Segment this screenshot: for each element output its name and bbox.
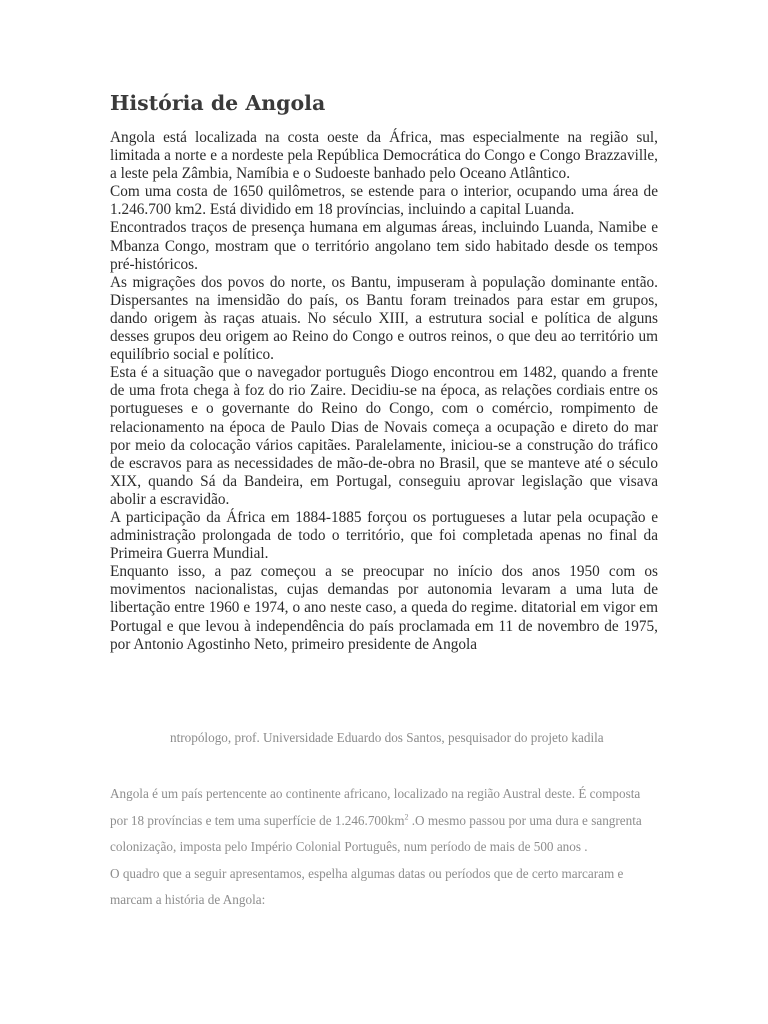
superscript-2: 2 (404, 812, 409, 822)
secondary-text (110, 781, 658, 914)
secondary-paragraph-overview (110, 781, 658, 861)
paragraph-coast: Com uma costa de 1650 quilômetros, se estende para o interior, ocupando uma área de 1.246.700 km2. Está dividido em 18 províncias, incluindo a capital Luanda. (110, 183, 658, 219)
overview-text-before: Angola é um país pertencente ao continente africano, localizado na região Austral deste. É composta por 18 províncias e tem uma superfície de 1.246.700km (110, 786, 641, 828)
paragraph-geography: Angola está localizada na costa oeste da África, mas especialmente na região sul, limitada a norte e a nordeste pela República Democrática do Congo e Congo Brazzaville, a leste pela Zâmbia, Namíbia e o Sudoeste banhado pelo Oceano Atlântico. (110, 129, 658, 183)
secondary-paragraph-table-intro: O quadro que a seguir apresentamos, espelha algumas datas ou períodos que de certo marcaram e marcam a história de Angola: (110, 865, 624, 908)
paragraph-occupation: A participação da África em 1884-1885 forçou os portugueses a lutar pela ocupação e administração prolongada de todo o território, que foi completada apenas no final da Primeira Guerra Mundial. (110, 508, 658, 563)
paragraph-portuguese: Esta é a situação que o navegador português Diogo encontrou em 1482, quando a frente de uma frota chega à foz do rio Zaire. Decidiu-se na época, as relações cordiais entre os portugueses e o governante do Reino do Congo, com o comércio, rompimento de relacionamento na época de Paulo Dias de Novais começa a ocupação e direto do mar por meio da colocação vários capitães. Paralelamente, iniciou-se a construção do tráfico de escravos para as necessidades de mão-de-obra no Brasil, que se manteve até o século XIX, quando Sá da Bandeira, em Portugal, conseguiu aprovar legislação que visava abolir a escravidão. (110, 364, 658, 508)
overview-text-after: .O mesmo passou por uma dura e sangrenta colonização, imposta pelo Império Colonial Português, num período de mais de 500 anos . (110, 812, 642, 855)
paragraph-prehistory: Encontrados traços de presença humana em algumas áreas, incluindo Luanda, Namibe e Mbanza Congo, mostram que o território angolano tem sido habitado desde os tempos pré-históricos. (110, 219, 658, 273)
author-credit: ntropólogo, prof. Universidade Eduardo dos Santos, pesquisador do projeto kadila (170, 730, 604, 745)
document-title: História de Angola (110, 91, 326, 115)
document-body (110, 129, 658, 654)
paragraph-bantu: As migrações dos povos do norte, os Bantu, impuseram à população dominante então. Dispersantes na imensidão do país, os Bantu foram treinados para estar em grupos, dando origem às raças atuais. No século XIII, a estrutura social e política de alguns desses grupos deu origem ao Reino do Congo e outros reinos, o que deu ao território um equilíbrio social e político. (110, 273, 658, 364)
paragraph-independence: Enquanto isso, a paz começou a se preocupar no início dos anos 1950 com os movimentos nacionalistas, cujas demandas por autonomia levaram a uma luta de libertação entre 1960 e 1974, o ano neste caso, a queda do regime. ditatorial em vigor em Portugal e que levou à independência do país proclamada em 11 de novembro de 1975, por Antonio Agostinho Neto, primeiro presidente de Angola (110, 563, 658, 653)
